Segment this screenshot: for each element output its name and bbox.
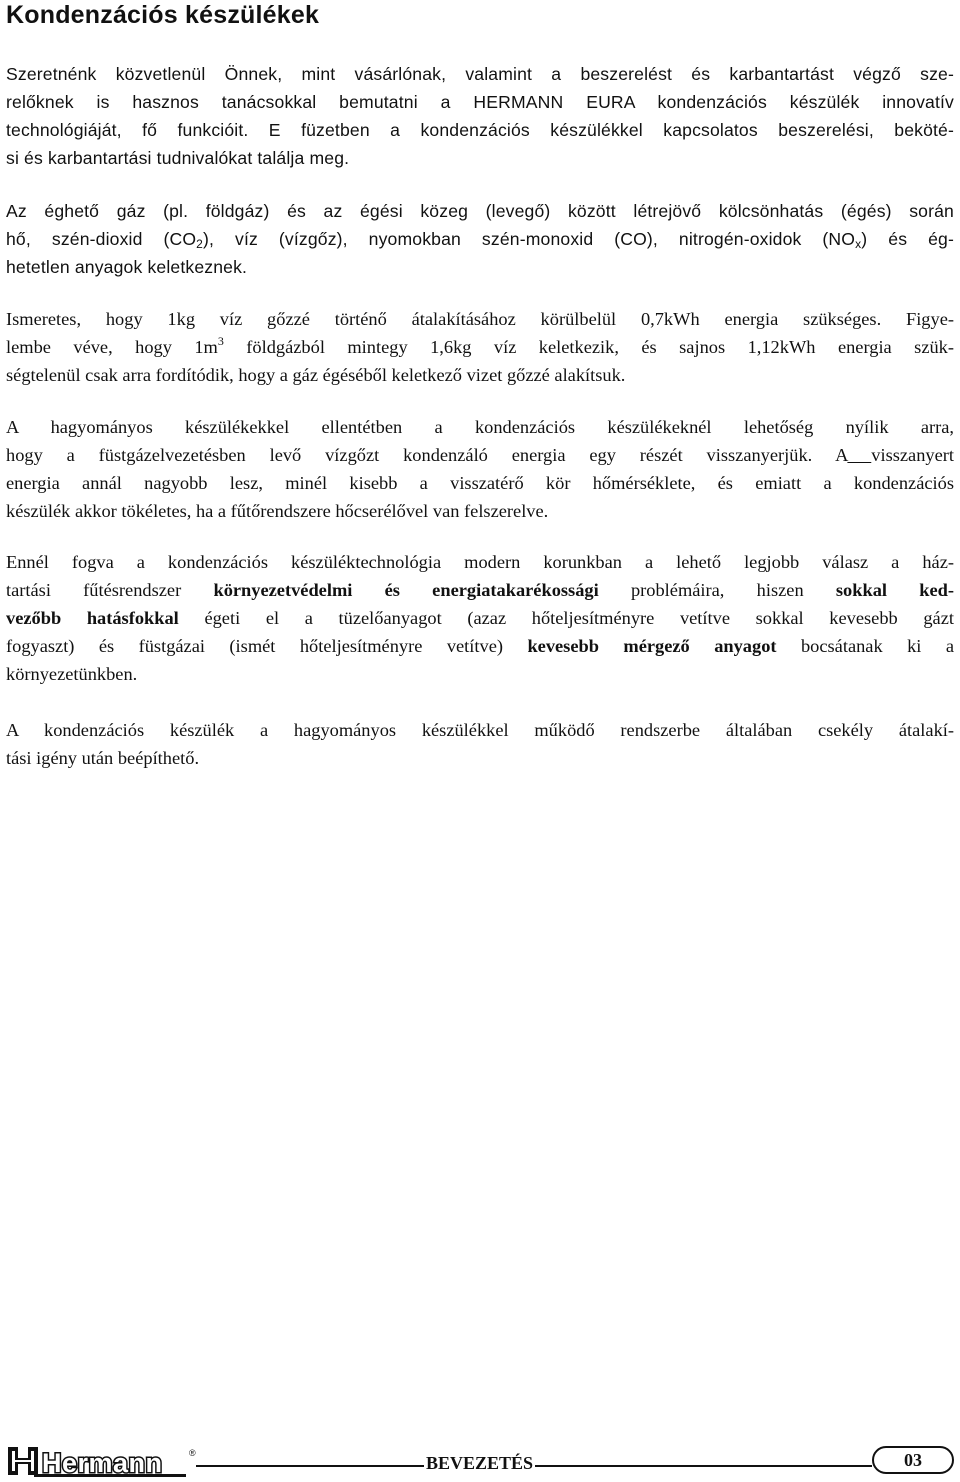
paragraph-line: lembe véve, hogy $1m^3$ földgázból mintegy 1,6kg víz keletkezik, és sajnos 1,12kWh energia szük- bbox=[6, 334, 954, 357]
section-name: BEVEZETÉS bbox=[426, 1453, 534, 1473]
logo-wordmark: Hermann bbox=[42, 1448, 163, 1478]
paragraph-line: energia annál nagyobb lesz, minél kisebb a visszatérő kör hőmérséklete, és emiatt a kondenzációs bbox=[6, 473, 954, 493]
registered-mark: ® bbox=[189, 1448, 196, 1458]
condensing-advantage-paragraph bbox=[6, 413, 954, 525]
paragraph-line: hetetlen anyagok keletkeznek. bbox=[6, 257, 248, 277]
paragraph-line: környezetünkben. bbox=[6, 664, 138, 684]
bold-phrase: sokkal ked- bbox=[835, 580, 954, 600]
bold-phrase: kevesebb mérgező anyagot bbox=[527, 636, 777, 656]
intro-paragraph bbox=[6, 60, 954, 172]
hermann-logo bbox=[4, 1443, 200, 1479]
paragraph-line: Ennél fogva a kondenzációs készüléktechnológia modern korunkban a lehető legjobb válasz a ház- bbox=[6, 552, 954, 572]
paragraph-line: A kondenzációs készülék a hagyományos készülékkel működő rendszerbe általában csekély átalakí- bbox=[6, 720, 954, 740]
page-number: 03 bbox=[872, 1446, 954, 1474]
bold-phrase: környezetvédelmi és energiatakarékossági bbox=[213, 580, 599, 600]
hermann-logo-icon bbox=[4, 1443, 200, 1479]
page-title: Kondenzációs készülékek bbox=[6, 1, 320, 29]
paragraph-line: vezőbb hatásfokkal égeti el a tüzelőanyagot (azaz hőteljesítményre vetítve sokkal kevesebb gázt bbox=[6, 608, 954, 628]
technology-paragraph bbox=[6, 548, 954, 688]
paragraph-line: ségtelenül csak arra fordítódik, hogy a gáz égéséből keletkező vizet gőzzé alakítsuk. bbox=[6, 365, 626, 385]
retrofit-paragraph bbox=[6, 716, 954, 772]
paragraph-line: készülék akkor tökéletes, ha a fűtőrendszere hőcserélővel van felszerelve. bbox=[6, 501, 549, 521]
paragraph-line: Ismeretes, hogy 1kg víz gőzzé történő átalakításához körülbelül 0,7kWh energia szükséges. Figye- bbox=[6, 309, 954, 329]
paragraph-line: hő, szén-dioxid $(CO_2)$, víz (vízgőz), nyomokban szén-monoxid (CO), nitrogén-oxidok $(NO_x)$ és ég- bbox=[6, 229, 954, 251]
paragraph-line: technológiáját, fő funkcióit. E füzetben a kondenzációs készülékkel kapcsolatos beszerelési, beköté- bbox=[6, 120, 954, 140]
bold-phrase: vezőbb hatásfokkal bbox=[6, 608, 179, 628]
paragraph-line: fogyaszt) és füstgázai (ismét hőteljesítményre vetítve) kevesebb mérgező anyagot bocsátanak ki a bbox=[6, 636, 954, 656]
page-footer bbox=[0, 1440, 960, 1482]
paragraph-line: si és karbantartási tudnivalókat találja meg. bbox=[6, 148, 350, 168]
paragraph-line: Szeretnénk közvetlenül Önnek, mint vásárlónak, valamint a beszerelést és karbantartást végző sze- bbox=[6, 64, 954, 84]
paragraph-line: relőknek is hasznos tanácsokkal bemutatni a HERMANN EURA kondenzációs készülék innovatív bbox=[6, 92, 954, 112]
paragraph-line: hogy a füstgázelvezetésben levő vízgőzt kondenzáló energia egy részét visszanyerjük. A visszanyert bbox=[6, 445, 954, 465]
paragraph-line: A hagyományos készülékekkel ellentétben a kondenzációs készülékeknél lehetőség nyílik arra, bbox=[6, 417, 954, 437]
subscript: x bbox=[855, 237, 862, 251]
combustion-paragraph bbox=[6, 197, 954, 281]
paragraph-line: tartási fűtésrendszer környezetvédelmi és energiatakarékossági problémáira, hiszen sokkal ked- bbox=[6, 580, 954, 600]
subscript: 2 bbox=[196, 237, 203, 251]
superscript: 3 bbox=[217, 334, 224, 348]
paragraph-line: tási igény után beépíthető. bbox=[6, 748, 200, 768]
energy-paragraph bbox=[6, 305, 954, 389]
paragraph-line: Az éghető gáz (pl. földgáz) és az égési közeg (levegő) között létrejövő kölcsönhatás (égés) során bbox=[6, 201, 954, 221]
